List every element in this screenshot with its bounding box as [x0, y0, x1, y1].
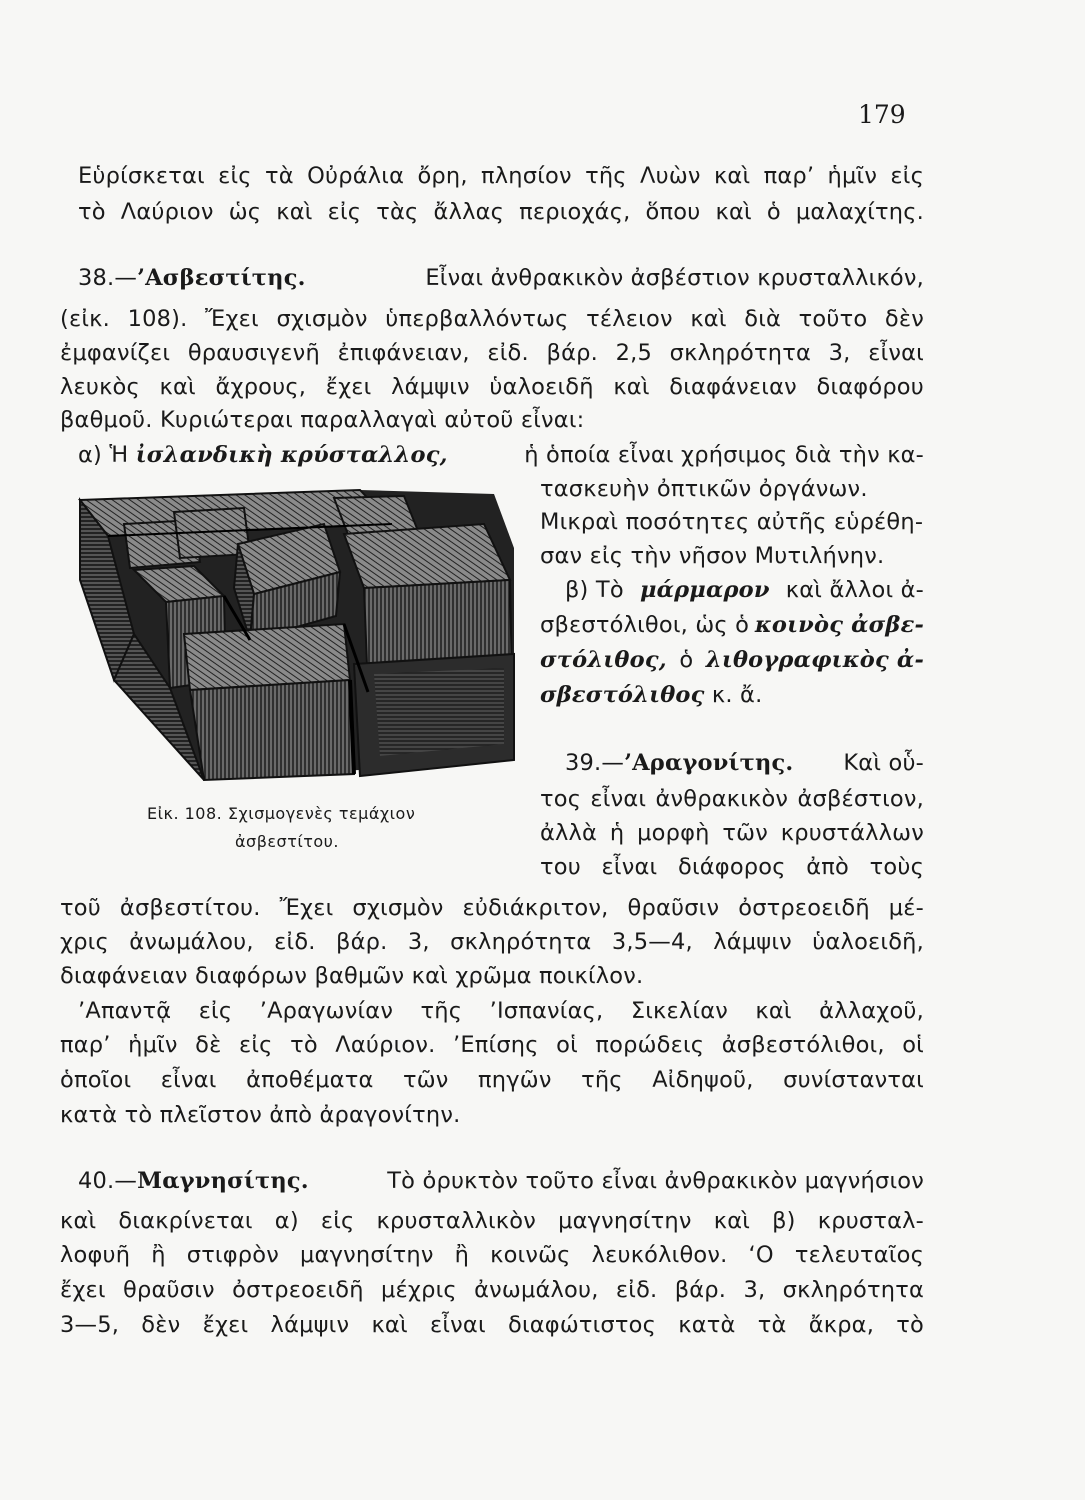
- text-line: κατὰ τὸ πλεῖστον ἀπὸ ἀραγονίτην.: [60, 1102, 461, 1128]
- text-span: ὁ: [679, 647, 694, 673]
- term: κοινὸς ἀσβε-: [754, 612, 924, 638]
- text-span: Εἶναι ἀνθρακικὸν ἀσβέστιον κρυσταλλικόν,: [425, 265, 924, 291]
- section-40-heading-line: [78, 1168, 924, 1194]
- term: σβεστόλιθος: [540, 682, 705, 708]
- text-line: 3—5, δὲν ἔχει λάμψιν καὶ εἶναι διαφώτιστος κατὰ τὰ ἄκρα, τὸ: [60, 1312, 924, 1338]
- text-line: τοῦ ἀσβεστίτου. Ἔχει σχισμὸν εὐδιάκριτον, θραῦσιν ὀστρεοειδῆ μέ-: [60, 895, 924, 921]
- text-line: (εἰκ. 108). Ἔχει σχισμὸν ὑπερβαλλόντως τέλειον καὶ διὰ τοῦτο δὲν: [60, 306, 924, 332]
- variety-b-line: [540, 647, 924, 673]
- text-span: α) Ἡ: [78, 442, 129, 468]
- text-line: ἐμφανίζει θραυσιγενῆ ἐπιφάνειαν, εἰδ. βάρ. 2,5 σκληρότητα 3, εἶναι: [60, 340, 924, 366]
- text-line: Μικραὶ ποσότητες αὐτῆς εὑρέθη-: [540, 509, 924, 535]
- text-line: παρ’ ἡμῖν δὲ εἰς τὸ Λαύριον. ’Επίσης οἱ πορώδεις ἀσβεστόλιθοι, οἱ: [60, 1032, 924, 1058]
- term: μάρμαρον: [639, 577, 770, 603]
- text-line: λευκὸς καὶ ἄχρους, ἔχει λάμψιν ὑαλοειδῆ καὶ διαφάνειαν διαφόρου: [60, 374, 924, 400]
- text-line: διαφάνειαν διαφόρων βαθμῶν καὶ χρῶμα ποικίλον.: [60, 963, 644, 989]
- text-line: σαν εἰς τὴν νῆσον Μυτιλήνην.: [540, 543, 885, 569]
- text-span: Καὶ οὗ-: [843, 750, 924, 776]
- term: ἰσλανδικὴ κρύσταλλος,: [135, 442, 448, 468]
- term: στόλιθος,: [540, 647, 667, 673]
- variety-b-line: [540, 612, 924, 638]
- variety-b-line: [540, 682, 762, 708]
- variety-a-line: [78, 442, 924, 468]
- text-line: του εἶναι διάφορος ἀπὸ τοὺς: [540, 854, 924, 880]
- text-line: ὁποῖοι εἶναι ἀποθέματα τῶν πηγῶν τῆς Αἰδηψοῦ, συνίστανται: [60, 1067, 924, 1093]
- calcite-figure: [74, 484, 518, 782]
- text-line: Εὑρίσκεται εἰς τὰ Οὐράλια ὄρη, πλησίον τῆς Λυὼν καὶ παρ’ ἡμῖν εἰς: [78, 163, 924, 189]
- text-line: τὸ Λαύριον ὡς καὶ εἰς τὰς ἄλλας περιοχάς, ὅπου καὶ ὁ μαλαχίτης.: [78, 199, 924, 225]
- variety-b-line: [565, 577, 924, 603]
- section-38-heading-line: [78, 265, 924, 291]
- page-number: 179: [858, 100, 906, 129]
- section-number: 38.—: [78, 265, 138, 291]
- section-39-heading-line: [565, 750, 924, 776]
- text-line: τασκευὴν ὀπτικῶν ὀργάνων.: [540, 476, 868, 502]
- text-line: βαθμοῦ. Κυριώτεραι παραλλαγαὶ αὐτοῦ εἶναι:: [60, 407, 585, 433]
- text-span: καὶ ἄλλοι ἀ-: [785, 577, 924, 603]
- term: λιθογραφικὸς ἀ-: [705, 647, 924, 673]
- section-title: ’Αραγονίτης.: [624, 750, 794, 776]
- section-title: Μαγνησίτης.: [137, 1168, 309, 1194]
- text-span: κ. ἄ.: [711, 682, 763, 708]
- section-title: ’Ασβεστίτης.: [137, 265, 306, 291]
- text-line: ’Απαντᾷ εἰς ’Αραγωνίαν τῆς ’Ισπανίας, Σικελίαν καὶ ἀλλαχοῦ,: [78, 998, 924, 1024]
- text-span: Τὸ ὀρυκτὸν τοῦτο εἶναι ἀνθρακικὸν μαγνήσιον: [387, 1168, 924, 1194]
- section-number: 40.—: [78, 1168, 138, 1194]
- text-span: ἡ ὁποία εἶναι χρήσιμος διὰ τὴν κα-: [524, 442, 924, 468]
- text-span: σβεστόλιθοι, ὡς ὁ: [540, 612, 750, 638]
- text-line: ἔχει θραῦσιν ὀστρεοειδῆ μέχρις ἀνωμάλου, εἰδ. βάρ. 3, σκληρότητα: [60, 1277, 924, 1303]
- text-line: τος εἶναι ἀνθρακικὸν ἀσβέστιον,: [540, 786, 924, 812]
- text-line: καὶ διακρίνεται α) εἰς κρυσταλλικὸν μαγνησίτην καὶ β) κρυσταλ-: [60, 1208, 924, 1234]
- figure-caption: Εἰκ. 108. Σχισμογενὲς τεμάχιον: [147, 804, 416, 823]
- text-span: β) Τὸ: [565, 577, 624, 603]
- text-line: ἀλλὰ ἡ μορφὴ τῶν κρυστάλλων: [540, 820, 924, 846]
- figure-caption: ἀσβεστίτου.: [235, 832, 339, 851]
- text-line: χρις ἀνωμάλου, εἰδ. βάρ. 3, σκληρότητα 3,5—4, λάμψιν ὑαλοειδῆ,: [60, 929, 924, 955]
- calcite-cleavage-illustration: [74, 484, 518, 782]
- section-number: 39.—: [565, 750, 625, 776]
- text-line: λοφυῆ ἢ στιφρὸν μαγνησίτην ἢ κοινῶς λευκόλιθον. ‘Ο τελευταῖος: [60, 1242, 924, 1268]
